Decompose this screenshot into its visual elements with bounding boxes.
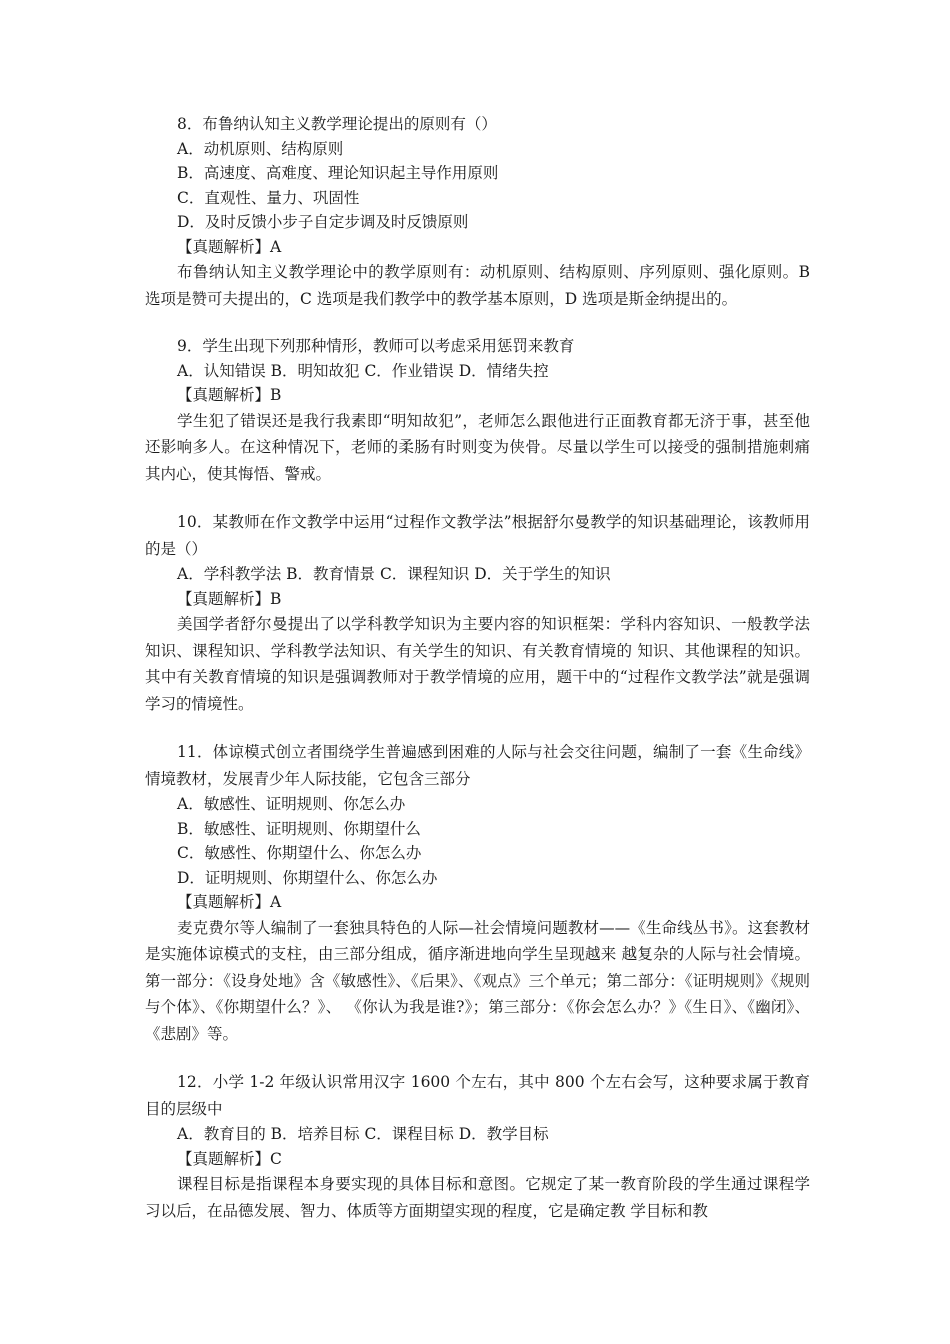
- question-11: [145, 739, 810, 1047]
- answer-label: 【真题解析】B: [177, 589, 282, 608]
- answer-label: 【真题解析】B: [177, 386, 282, 404]
- question-9: [145, 334, 810, 487]
- option-b: B．高速度、高难度、理论知识起主导作用原则: [177, 164, 499, 182]
- explanation-paragraph: 美国学者舒尔曼提出了以学科教学知识为主要内容的知识框架：学科内容知识、一般教学法知识、课程知识、学科教学法知识、有关学生的知识、有关教育情境的 知识、其他课程的知识。其中有关教育情境的知识是强调教师对于教学情境的应用，题干中的“过程作文教学法”就是强调学习的情境性。: [145, 615, 810, 713]
- option-a: A．动机原则、结构原则: [177, 139, 344, 158]
- question-10: [145, 509, 810, 717]
- explanation-paragraph: 学生犯了错误还是我行我素即“明知故犯”，老师怎么跟他进行正面教育都无济于事，甚至他还影响多人。在这种情况下，老师的柔肠有时则变为侠骨。尽量以学生可以接受的强制措施刺痛其内心，使其悔悟、警戒。: [145, 411, 810, 483]
- answer-label: 【真题解析】C: [177, 1149, 282, 1168]
- question-stem: 10．某教师在作文教学中运用“过程作文教学法”根据舒尔曼教学的知识基础理论，该教师用的是（）: [145, 513, 810, 558]
- option-c: C．敏感性、你期望什么、你怎么办: [177, 844, 422, 862]
- question-8: [145, 112, 810, 312]
- option-b: B．敏感性、证明规则、你期望什么: [177, 819, 421, 838]
- question-stem: 9．学生出现下列那种情形，教师可以考虑采用惩罚来教育: [177, 337, 575, 355]
- document-body: [145, 112, 810, 1246]
- explanation-paragraph: 课程目标是指课程本身要实现的具体目标和意图。它规定了某一教育阶段的学生通过课程学习以后，在品德发展、智力、体质等方面期望实现的程度，它是确定教 学目标和教: [145, 1175, 810, 1220]
- options-line: A．认知错误 B．明知故犯 C．作业错误 D．情绪失控: [177, 361, 549, 380]
- option-d: D．及时反馈小步子自定步调及时反馈原则: [177, 213, 469, 231]
- options-line: A．学科教学法 B．教育情景 C．课程知识 D．关于学生的知识: [177, 565, 611, 583]
- option-a: A．敏感性、证明规则、你怎么办: [177, 795, 406, 813]
- question-stem: 12．小学 1-2 年级认识常用汉字 1600 个左右，其中 800 个左右会写，这种要求属于教育目的层级中: [145, 1073, 810, 1118]
- question-stem: 8．布鲁纳认知主义教学理论提出的原则有（）: [177, 115, 497, 133]
- explanation-paragraph: 麦克费尔等人编制了一套独具特色的人际—社会情境问题教材——《生命线丛书》。这套教材是实施体谅模式的支柱，由三部分组成，循序渐进地向学生呈现越来 越复杂的人际与社会情境。第一部分：《设身处地》含《敏感性》、《后果》、《观点》三个单元；第二部分：《证明规则》《规则与个体》、《你期望什么？》、 《你认为我是谁?》；第三部分：《你会怎么办？》《生日》、《幽闭》、《悲剧》等。: [145, 918, 810, 1043]
- explanation-paragraph: 布鲁纳认知主义教学理论中的教学原则有：动机原则、结构原则、序列原则、强化原则。B 选项是赞可夫提出的，C 选项是我们教学中的教学基本原则，D 选项是斯金纳提出的。: [145, 263, 810, 308]
- option-d: D．证明规则、你期望什么、你怎么办: [177, 868, 438, 887]
- answer-label: 【真题解析】A: [177, 237, 282, 256]
- question-stem: 11．体谅模式创立者围绕学生普遍感到困难的人际与社会交往问题，编制了一套《生命线》情境教材，发展青少年人际技能，它包含三部分: [145, 743, 810, 788]
- option-c: C．直观性、量力、巩固性: [177, 188, 360, 207]
- options-line: A．教育目的 B．培养目标 C．课程目标 D．教学目标: [177, 1125, 549, 1143]
- answer-label: 【真题解析】A: [177, 893, 282, 911]
- question-12: [145, 1069, 810, 1224]
